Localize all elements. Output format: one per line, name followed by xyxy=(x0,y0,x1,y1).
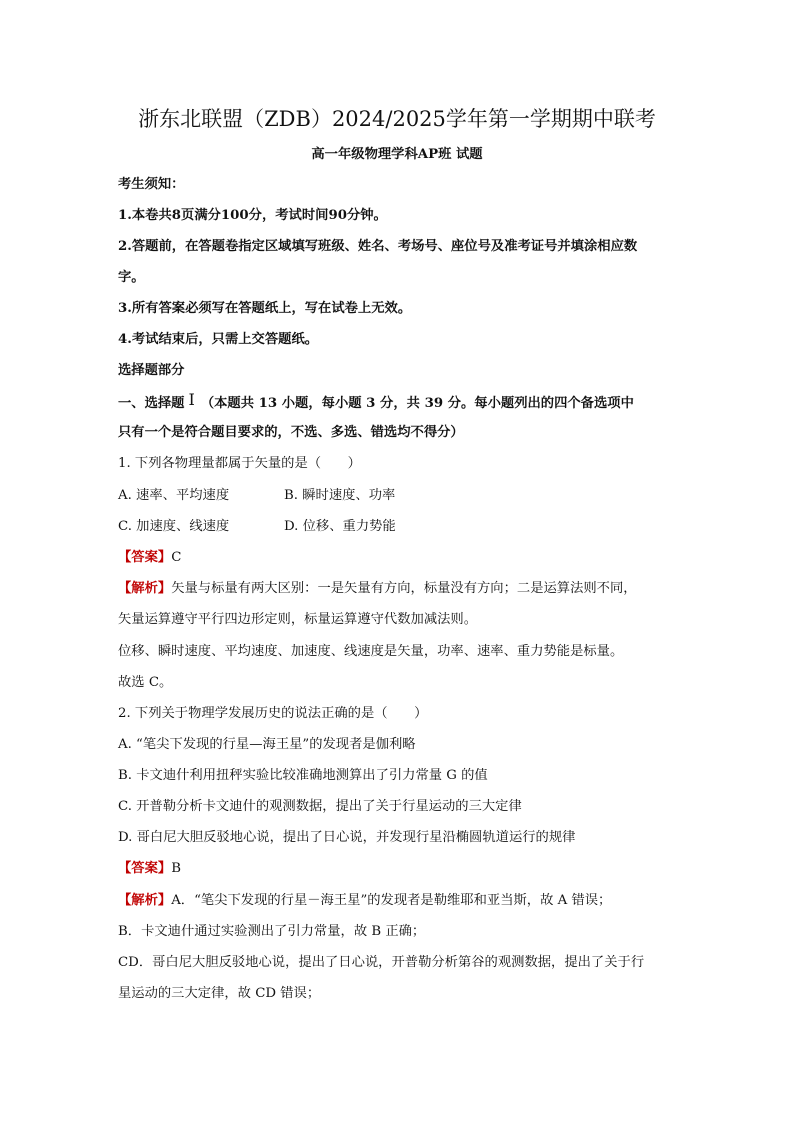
section-name: 选择题部分 xyxy=(118,363,185,378)
q1-analysis-line-1: 【解析】矢量与标量有两大区别：一是矢量有方向，标量没有方向；二是运算法则不同， xyxy=(118,581,637,596)
q1-option-b: B. 瞬时速度、功率 xyxy=(284,488,396,503)
q2-option-c: C. 开普勒分析卡文迪什的观测数据，提出了关于行星运动的三大定律 xyxy=(118,799,522,814)
q2-analysis-line-2: B．卡文迪什通过实验测出了引力常量，故 B 正确； xyxy=(118,924,426,939)
q2-option-a: A. “笔尖下发现的行星—海王星”的发现者是伽利略 xyxy=(118,737,416,752)
q1-answer xyxy=(118,549,181,567)
q2-analysis-line-3: CD．哥白尼大胆反驳地心说，提出了日心说，开普勒分析第谷的观测数据，提出了关于行 xyxy=(118,955,645,970)
q1-option-a: A. 速率、平均速度 xyxy=(118,488,230,503)
q2-analysis-line-1: 【解析】A．“笔尖下发现的行星－海王星”的发现者是勒维耶和亚当斯，故 A 错误； xyxy=(118,893,612,908)
q2-stem: 2. 下列关于物理学发展历史的说法正确的是（ ） xyxy=(118,706,428,721)
section-heading-mark: I xyxy=(188,390,195,409)
q1-analysis-line-3: 位移、瞬时速度、平均速度、加速度、线速度是矢量，功率、速率、重力势能是标量。 xyxy=(118,644,624,659)
q1-analysis-line-4: 故选 C。 xyxy=(118,675,173,690)
q1-options-row-2 xyxy=(118,518,396,536)
q2-option-b: B. 卡文迪什利用扭秤实验比较准确地测算出了引力常量 G 的值 xyxy=(118,768,488,783)
section-heading-prefix: 一、选择题 xyxy=(118,396,185,411)
notice-item-4: 4.考试结束后，只需上交答题纸。 xyxy=(118,332,319,347)
q1-stem: 1. 下列各物理量都属于矢量的是（ ） xyxy=(118,456,361,471)
q2-answer-value: B xyxy=(171,861,181,876)
q1-option-c: C. 加速度、线速度 xyxy=(118,519,230,534)
q1-analysis-line-2: 矢量运算遵守平行四边形定则，标量运算遵守代数加减法则。 xyxy=(118,612,478,627)
notice-heading: 考生须知： xyxy=(118,177,185,192)
notice-item-3: 3.所有答案必须写在答题纸上，写在试卷上无效。 xyxy=(118,301,412,316)
q1-analysis-label: 【解析】 xyxy=(118,581,172,596)
q1-option-d: D. 位移、重力势能 xyxy=(284,519,396,534)
section-heading-line2: 只有一个是符合题目要求的，不选、多选、错选均不得分） xyxy=(118,425,464,440)
q2-option-d: D. 哥白尼大胆反驳地心说，提出了日心说，并发现行星沿椭圆轨道运行的规律 xyxy=(118,830,576,845)
section-heading-rest: （本题共 13 小题，每小题 3 分，共 39 分。每小题列出的四个备选项中 xyxy=(200,396,634,411)
q2-answer xyxy=(118,860,181,878)
notice-item-1: 1.本卷共8页满分100分，考试时间90分钟。 xyxy=(118,208,387,223)
section-heading xyxy=(118,390,634,413)
q2-analysis-line-4: 星运动的三大定律，故 CD 错误； xyxy=(118,986,321,1001)
q2-analysis-label: 【解析】 xyxy=(118,893,172,908)
notice-item-2-cont: 字。 xyxy=(118,270,145,285)
q1-answer-label: 【答案】 xyxy=(118,550,172,565)
q1-answer-value: C xyxy=(171,550,182,565)
page-title: 浙东北联盟（ZDB）2024/2025学年第一学期期中联考 xyxy=(138,107,656,131)
notice-item-2: 2.答题前，在答题卷指定区域填写班级、姓名、考场号、座位号及准考证号并填涂相应数 xyxy=(118,239,638,254)
q2-answer-label: 【答案】 xyxy=(118,861,172,876)
q1-options-row-1 xyxy=(118,487,395,505)
page-subtitle: 高一年级物理学科AP班 试题 xyxy=(311,147,483,162)
